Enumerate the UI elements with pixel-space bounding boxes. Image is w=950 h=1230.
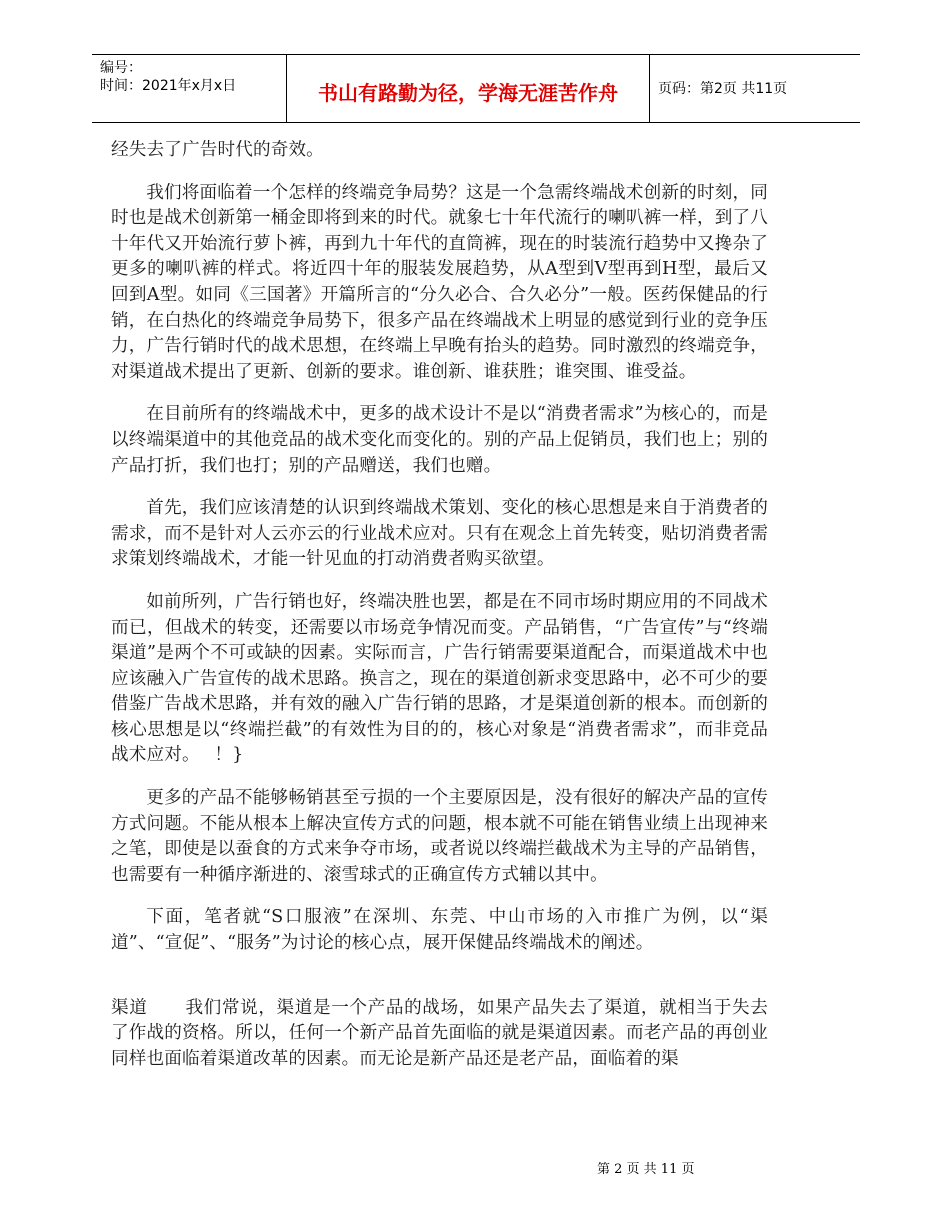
paragraph: 如前所列，广告行销也好，终端决胜也罢，都是在不同市场时期应用的不同战术而已，但战术的转变，还需要以市场竞争情况而变。产品销售，“广告宣传”与“终端渠道”是两个不可或缺的因素。实际而言，广告行销需要渠道配合，而渠道战术中也应该融入广告宣传的战术思路。换言之，现在的渠道创新求变思路中，必不可少的要借鉴广告战术思路，并有效的融入广告行销的思路，才是渠道创新的根本。而创新的核心思想是以“终端拦截”的有效性为目的的，核心对象是“消费者需求”，而非竞品战术应对。 ！}: [111, 591, 768, 766]
paragraph: 更多的产品不能够畅销甚至亏损的一个主要原因是，没有很好的解决产品的宣传方式问题。不能从根本上解决宣传方式的问题，根本就不可能在销售业绩上出现神来之笔，即使是以蚕食的方式来争夺市场，或者说以终端拦截战术为主导的产品销售，也需要有一种循序渐进的、滚雪球式的正确宣传方式辅以其中。: [111, 788, 768, 885]
paragraph: 在目前所有的终端战术中，更多的战术设计不是以“消费者需求”为核心的，而是以终端渠道中的其他竞品的战术变化而变化的。别的产品上促销员，我们也上；别的产品打折，我们也打；别的产品赠送，我们也赠。: [111, 404, 768, 476]
header-meta: [92, 55, 286, 122]
page-footer: 第 2 页 共 11 页: [597, 1162, 695, 1177]
document-number-label: 编号：: [100, 60, 142, 76]
channel-section: [111, 996, 768, 1073]
paragraph: 首先，我们应该清楚的认识到终端战术策划、变化的核心思想是来自于消费者的需求，而不是针对人云亦云的行业战术应对。只有在观念上首先转变，贴切消费者需求策划终端战术，才能一针见血的打动消费者购买欲望。: [111, 498, 768, 570]
paragraph: 下面，笔者就“S口服液”在深圳、东莞、中山市场的入市推广为例，以“渠道”、“宣促”、“服务”为讨论的核心点，展开保健品终端战术的阐述。: [111, 907, 768, 954]
header-page-info: 页码：第2页 共11页: [658, 81, 788, 97]
channel-section-text: 我们常说，渠道是一个产品的战场，如果产品失去了渠道，就相当于失去了作战的资格。所以，任何一个新产品首先面临的就是渠道因素。而老产品的再创业同样也面临着渠道改革的因素。而无论是新产品还是老产品，面临着的渠: [111, 997, 768, 1069]
page-header: [92, 54, 860, 123]
document-body: [111, 138, 768, 1089]
header-motto: 书山有路勤为径，学海无涯苦作舟: [286, 55, 650, 122]
section-heading-channel: 渠道: [111, 997, 148, 1018]
document-time-label: 时间：2021年x月x日: [100, 78, 237, 94]
paragraph: 经失去了广告时代的奇效。: [111, 140, 324, 160]
paragraph: 我们将面临着一个怎样的终端竞争局势？这是一个急需终端战术创新的时刻，同时也是战术创新第一桶金即将到来的时代。就象七十年代流行的喇叭裤一样，到了八十年代又开始流行萝卜裤，再到九十年代的直筒裤，现在的时装流行趋势中又搀杂了更多的喇叭裤的样式。将近四十年的服装发展趋势，从A型到V型再到H型，最后又回到A型。如同《三国著》开篇所言的“分久必合、合久必分”一般。医药保健品的行销，在白热化的终端竞争局势下，很多产品在终端战术上明显的感觉到行业的竞争压力，广告行销时代的战术思想，在终端上早晚有抬头的趋势。同时激烈的终端竞争，对渠道战术提出了更新、创新的要求。谁创新、谁获胜；谁突围、谁受益。: [111, 182, 768, 382]
